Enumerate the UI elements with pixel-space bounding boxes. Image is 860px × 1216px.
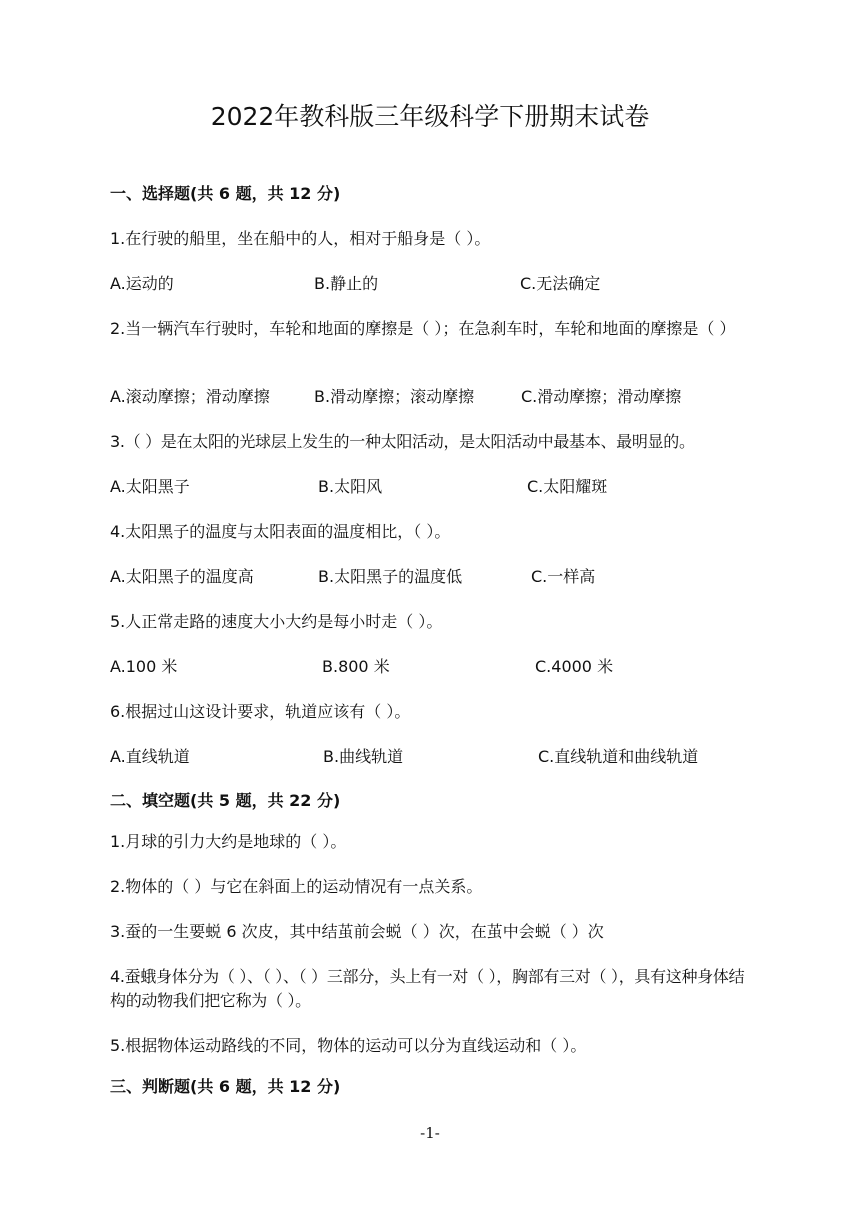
- option-a: A.运动的: [110, 274, 174, 293]
- option-b: B.太阳黑子的温度低: [318, 567, 463, 586]
- section-heading-judge: 三、判断题(共 6 题，共 12 分): [110, 1077, 341, 1096]
- option-a: A.太阳黑子: [110, 477, 190, 496]
- choice-options-1: [110, 272, 755, 296]
- choice-question-2: 2.当一辆汽车行驶时，车轮和地面的摩擦是（ ）；在急刹车时，车轮和地面的摩擦是（ ）: [110, 319, 736, 338]
- section-heading-fill: 二、填空题(共 5 题，共 22 分): [110, 791, 341, 810]
- option-b: B.静止的: [314, 274, 379, 293]
- choice-options-6: [110, 745, 755, 769]
- fill-question-4: 4.蚕蛾身体分为（ ）、（ ）、（ ）三部分，头上有一对（ ），胸部有三对（ ），具有这种身体结构的动物我们把它称为（ ）。: [110, 967, 745, 1010]
- choice-options-3: [110, 475, 755, 499]
- choice-question-5: 5.人正常走路的速度大小大约是每小时走（ ）。: [110, 612, 443, 631]
- option-c: C.滑动摩擦；滑动摩擦: [521, 387, 682, 406]
- choice-question-6: 6.根据过山这设计要求，轨道应该有（ ）。: [110, 702, 411, 721]
- choice-question-3: 3.（ ）是在太阳的光球层上发生的一种太阳活动，是太阳活动中最基本、最明显的。: [110, 432, 695, 451]
- option-b: B.太阳风: [318, 477, 383, 496]
- option-c: C.太阳耀斑: [527, 477, 608, 496]
- choice-options-4: [110, 565, 755, 589]
- option-c: C.直线轨道和曲线轨道: [538, 747, 699, 766]
- option-a: A.滚动摩擦；滑动摩擦: [110, 387, 270, 406]
- option-c: C.4000 米: [535, 657, 614, 676]
- option-a: A.太阳黑子的温度高: [110, 567, 254, 586]
- option-b: B.800 米: [322, 657, 390, 676]
- exam-title: 2022年教科版三年级科学下册期末试卷: [210, 102, 650, 131]
- option-c: C.无法确定: [520, 274, 601, 293]
- fill-question-3: 3.蚕的一生要蜕 6 次皮，其中结茧前会蜕（ ）次，在茧中会蜕（ ）次: [110, 922, 604, 941]
- option-b: B.滑动摩擦；滚动摩擦: [314, 387, 475, 406]
- fill-question-2: 2.物体的（ ）与它在斜面上的运动情况有一点关系。: [110, 877, 483, 896]
- choice-options-2: [110, 385, 755, 409]
- option-c: C.一样高: [531, 567, 596, 586]
- fill-question-5: 5.根据物体运动路线的不同，物体的运动可以分为直线运动和（ ）。: [110, 1036, 587, 1055]
- fill-question-1: 1.月球的引力大约是地球的（ ）。: [110, 832, 347, 851]
- page-number: -1-: [420, 1124, 440, 1142]
- choice-question-1: 1.在行驶的船里，坐在船中的人，相对于船身是（ ）。: [110, 229, 491, 248]
- choice-question-4: 4.太阳黑子的温度与太阳表面的温度相比，（ ）。: [110, 522, 451, 541]
- option-a: A.直线轨道: [110, 747, 190, 766]
- section-heading-choice: 一、选择题(共 6 题，共 12 分): [110, 184, 341, 203]
- option-b: B.曲线轨道: [323, 747, 404, 766]
- option-a: A.100 米: [110, 657, 178, 676]
- choice-options-5: [110, 655, 755, 679]
